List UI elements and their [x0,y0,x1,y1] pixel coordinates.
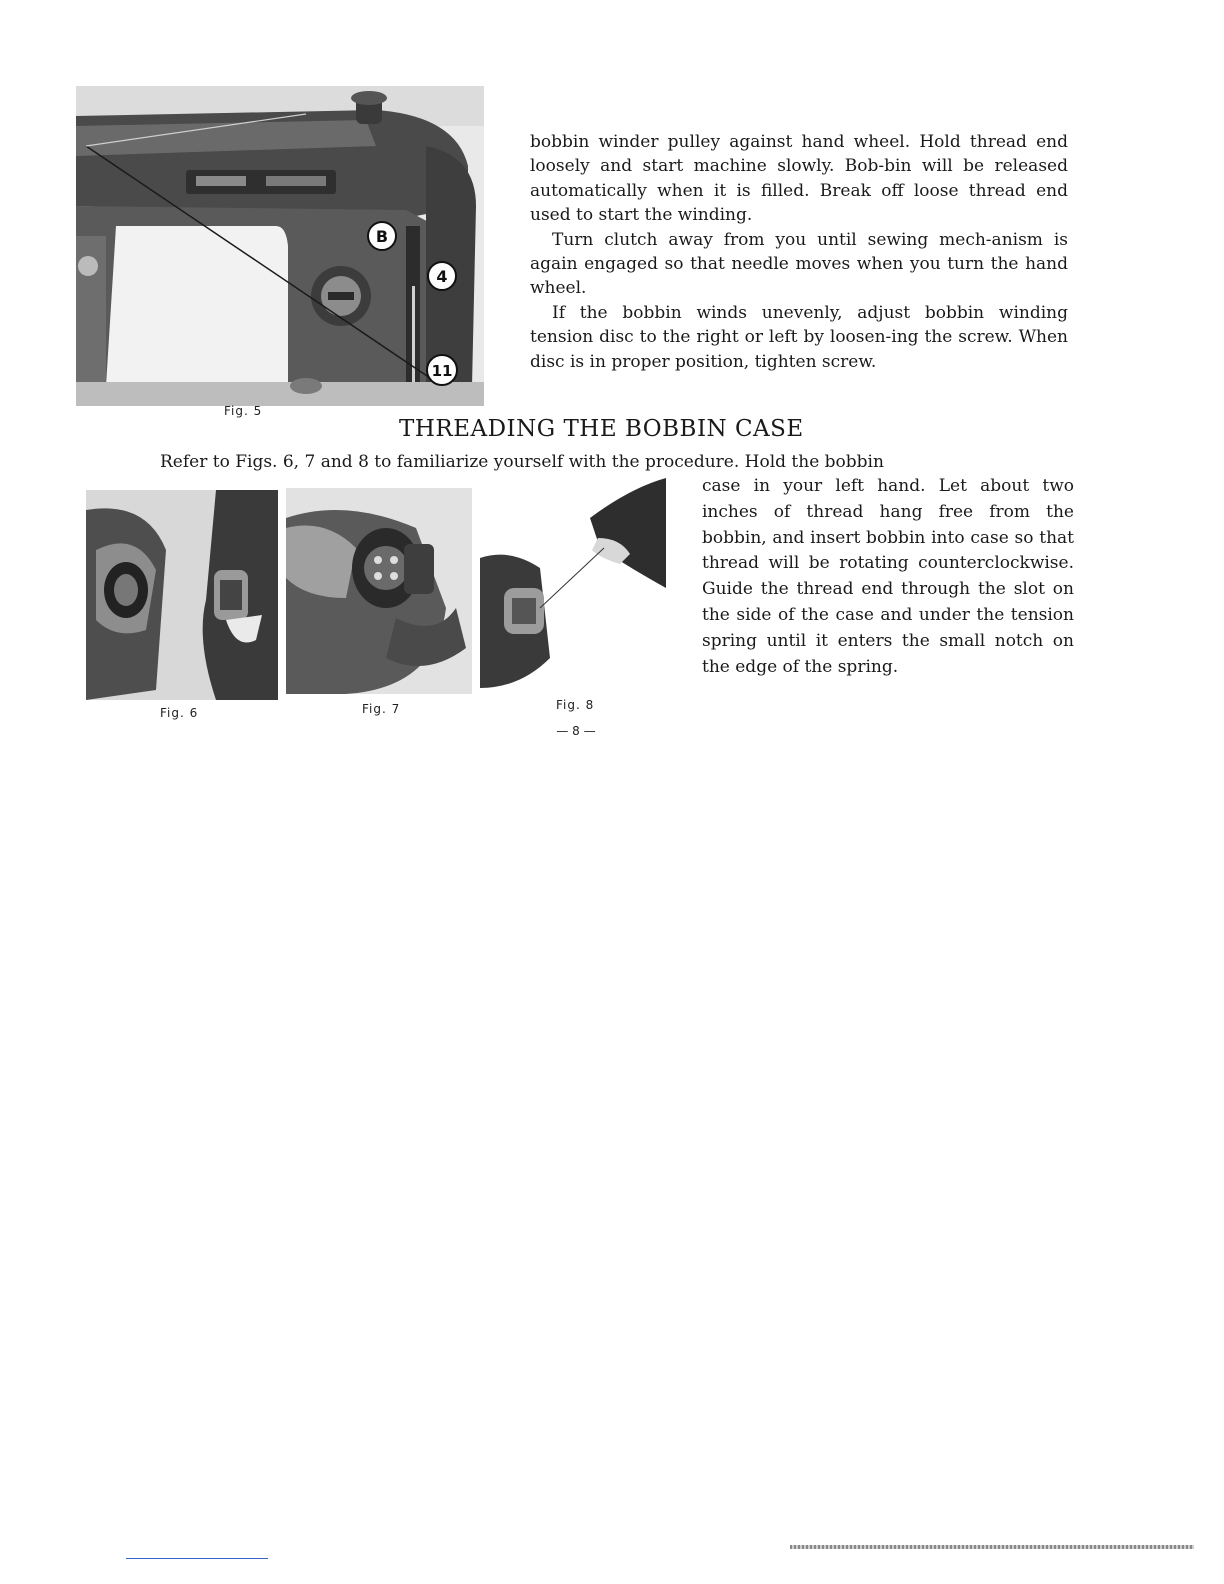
callout-4-label: 4 [436,267,448,286]
bottom-left-rule [126,1558,268,1559]
bottom-right-rule [790,1545,1194,1549]
hand-holding-bobbin-illustration [286,488,472,694]
fig7-caption: Fig. 7 [362,702,401,716]
fig7-photo [286,488,472,694]
callout-b-label: B [375,227,389,246]
section-continuation-block [702,474,1074,680]
hands-bobbin-case-illustration [86,490,278,700]
fig6-caption: Fig. 6 [160,706,199,720]
fig5-photo [76,86,484,406]
paragraph-2: Turn clutch away from you until sewing mech-anism is again engaged so that needle moves when you turn the hand wheel. [530,229,1068,299]
fig8-caption: Fig. 8 [556,698,595,712]
fig5-caption: Fig. 5 [224,404,263,418]
page-number: — 8 — [556,724,596,738]
top-text-block [530,130,1068,374]
paragraph-1: bobbin winder pulley against hand wheel. Hold thread end loosely and start machine slowly. Bob-bin will be released automatically when it is filled. Break off loose thread end used to start the winding. [530,132,1068,226]
fig8-photo [480,478,670,694]
section-heading: THREADING THE BOBBIN CASE [399,416,804,442]
callout-11-label: 11 [431,362,453,380]
sewing-machine-illustration [76,86,484,406]
fig6-photo [86,490,278,700]
section-continuation: case in your left hand. Let about two inches of thread hang free from the bobbin, and insert bobbin into case so that thread will be rotating counterclockwise. Guide the thread end through the slot on the side of the case and under the tension spring until it enters the small notch on the edge of the spring. [702,476,1074,677]
callout-11 [427,355,457,385]
paragraph-3: If the bobbin winds unevenly, adjust bobbin winding tension disc to the right or left by loosen-ing the screw. When disc is in proper position, tighten screw. [530,302,1068,372]
section-intro-line: Refer to Figs. 6, 7 and 8 to familiarize yourself with the procedure. Hold the bobbin [160,452,884,472]
callout-b [368,222,396,250]
callout-4 [428,262,456,290]
threading-bobbin-illustration [480,478,670,694]
